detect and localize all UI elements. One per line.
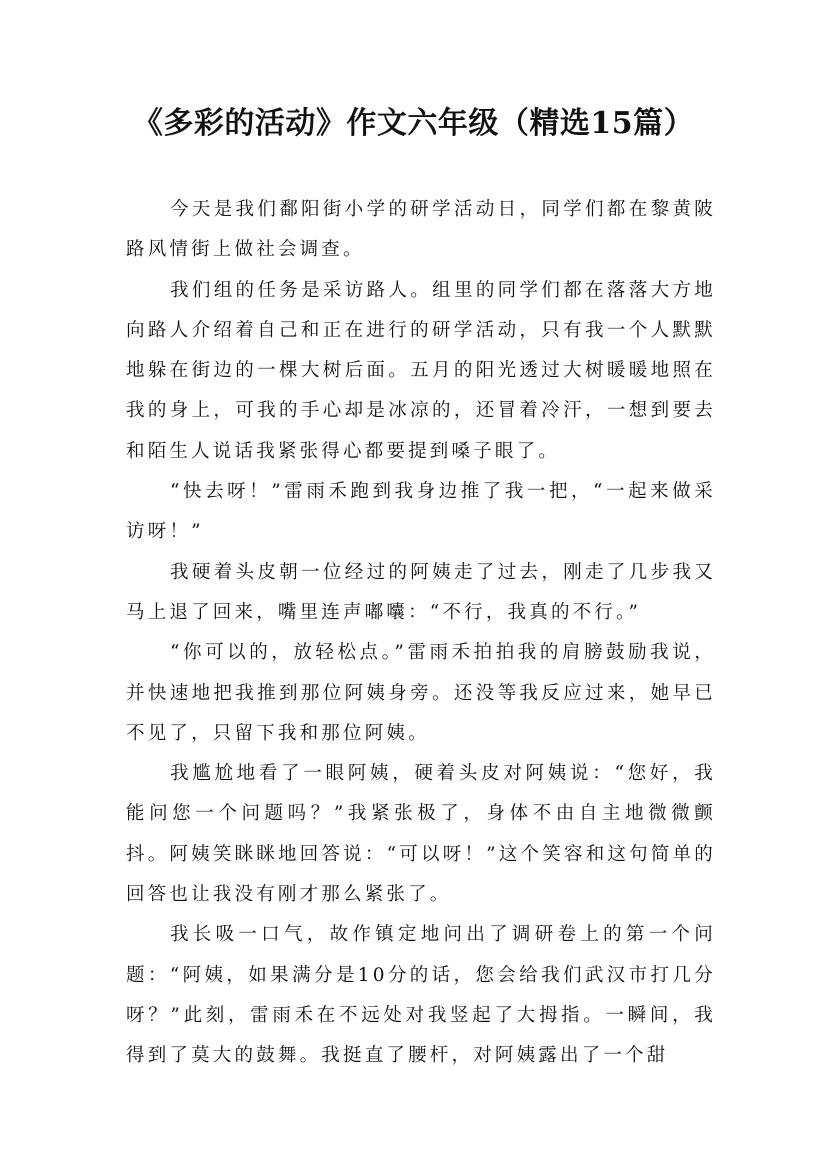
paragraph-6: 我尴尬地看了一眼阿姨，硬着头皮对阿姨说：“您好，我能问您一个问题吗？”我紧张极了，身体不由自主地微微颤抖。阿姨笑眯眯地回答说：“可以呀！”这个笑容和这句简单的回答也让我没有刚才那么紧张了。 bbox=[126, 763, 716, 906]
paragraph-5: “你可以的，放轻松点。”雷雨禾拍拍我的肩膀鼓励我说，并快速地把我推到那位阿姨身旁。还没等我反应过来，她早已不见了，只留下我和那位阿姨。 bbox=[126, 642, 716, 744]
paragraph-7: 我长吸一口气，故作镇定地问出了调研卷上的第一个问题：“阿姨，如果满分是10分的话，您会给我们武汉市打几分呀？”此刻，雷雨禾在不远处对我竖起了大拇指。一瞬间，我得到了莫大的鼓舞。我挺直了腰杆，对阿姨露出了一个甜 bbox=[126, 924, 716, 1067]
paragraph-2: 我们组的任务是采访路人。组里的同学们都在落落大方地向路人介绍着自己和正在进行的研学活动，只有我一个人默默地躲在街边的一棵大树后面。五月的阳光透过大树暖暖地照在我的身上，可我的手心却是冰凉的，还冒着冷汗，一想到要去和陌生人说话我紧张得心都要提到嗓子眼了。 bbox=[126, 279, 716, 462]
paragraph-1: 今天是我们鄱阳街小学的研学活动日，同学们都在黎黄陂路风情街上做社会调查。 bbox=[126, 199, 716, 261]
paragraph-3: “快去呀！”雷雨禾跑到我身边推了我一把，“一起来做采访呀！” bbox=[126, 481, 716, 543]
paragraph-4: 我硬着头皮朝一位经过的阿姨走了过去，刚走了几步我又马上退了回来，嘴里连声嘟囔：“不行，我真的不行。” bbox=[126, 561, 716, 623]
document-title: 《多彩的活动》作文六年级（精选15篇） bbox=[132, 106, 695, 141]
document-body bbox=[126, 190, 716, 1077]
